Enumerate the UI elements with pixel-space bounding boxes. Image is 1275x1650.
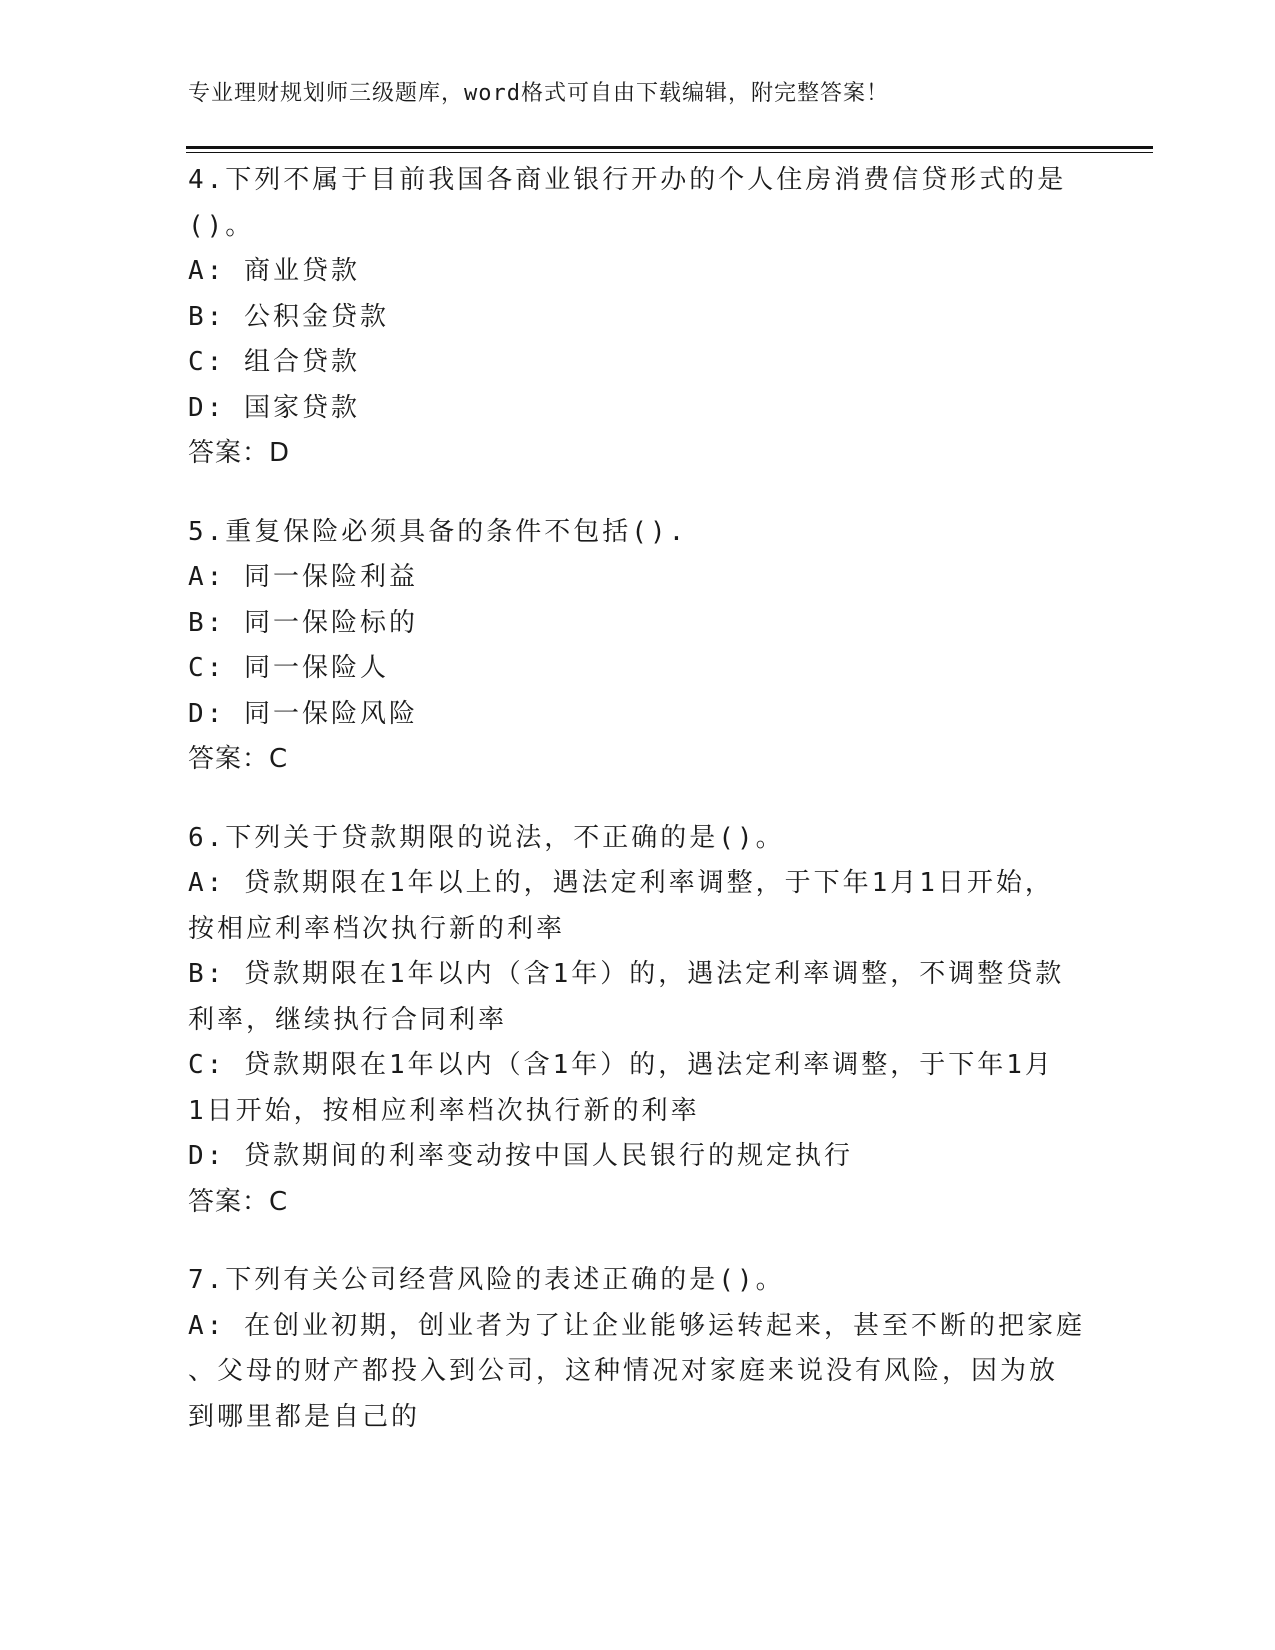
option-c: C: 贷款期限在1年以内（含1年）的，遇法定利率调整，于下年1月 bbox=[188, 1050, 1054, 1080]
answer: 答案：C bbox=[188, 1186, 289, 1217]
option-d: D: 贷款期间的利率变动按中国人民银行的规定执行 bbox=[188, 1141, 853, 1171]
question-stem: 6.下列关于贷款期限的说法，不正确的是()。 bbox=[188, 822, 785, 853]
option-d: D: 国家贷款 bbox=[188, 392, 360, 423]
option-a: A: 同一保险利益 bbox=[188, 562, 418, 592]
answer: 答案：C bbox=[188, 744, 289, 774]
option-c: C: 组合贷款 bbox=[188, 347, 360, 377]
header-rule-thin bbox=[186, 152, 1153, 153]
question-stem: ()。 bbox=[188, 210, 255, 241]
option-a: A: 商业贷款 bbox=[188, 256, 360, 286]
question-5 bbox=[188, 510, 1108, 783]
option-a: A: 在创业初期，创业者为了让企业能够运转起来，甚至不断的把家庭 bbox=[188, 1310, 1085, 1341]
question-stem: 5.重复保险必须具备的条件不包括(). bbox=[188, 516, 688, 547]
option-a-continued: 按相应利率档次执行新的利率 bbox=[188, 913, 566, 944]
answer: 答案：D bbox=[188, 438, 291, 468]
question-7 bbox=[188, 1258, 1108, 1440]
option-d: D: 同一保险风险 bbox=[188, 698, 418, 729]
option-a: A: 贷款期限在1年以上的，遇法定利率调整，于下年1月1日开始， bbox=[188, 868, 1054, 898]
option-a-continued: 、父母的财产都投入到公司，这种情况对家庭来说没有风险，因为放 bbox=[188, 1356, 1059, 1386]
option-b: B: 公积金贷款 bbox=[188, 301, 389, 332]
question-6 bbox=[188, 816, 1108, 1226]
option-c-continued: 1日开始，按相应利率档次执行新的利率 bbox=[188, 1095, 700, 1126]
header-rule-thick bbox=[186, 146, 1153, 149]
question-stem: 7.下列有关公司经营风险的表述正确的是()。 bbox=[188, 1265, 785, 1295]
question-4 bbox=[188, 158, 1108, 477]
option-c: C: 同一保险人 bbox=[188, 653, 389, 683]
page-header: 专业理财规划师三级题库，word格式可自由下载编辑，附完整答案！ bbox=[188, 81, 889, 106]
option-a-continued: 到哪里都是自己的 bbox=[188, 1401, 421, 1432]
question-list bbox=[188, 158, 1108, 1440]
option-b: B: 贷款期限在1年以内（含1年）的，遇法定利率调整，不调整贷款 bbox=[188, 959, 1065, 989]
option-b-continued: 利率，继续执行合同利率 bbox=[188, 1004, 508, 1035]
option-b: B: 同一保险标的 bbox=[188, 607, 418, 638]
question-stem: 4.下列不属于目前我国各商业银行开办的个人住房消费信贷形式的是 bbox=[188, 165, 1067, 195]
